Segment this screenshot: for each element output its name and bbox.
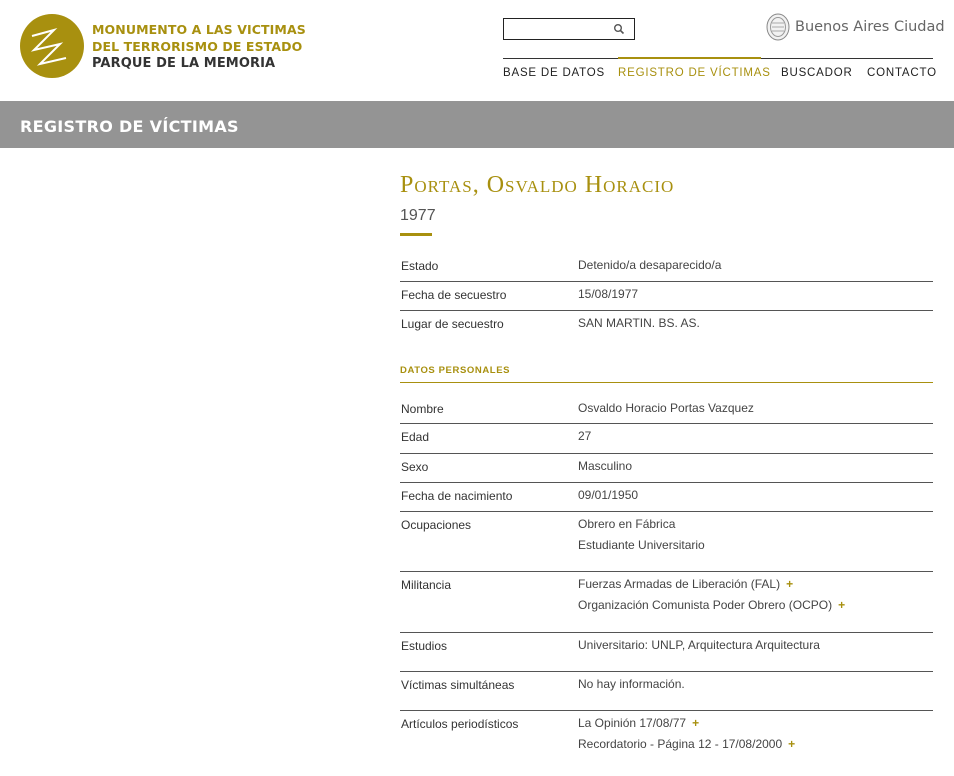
nav-contacto[interactable]: CONTACTO <box>867 67 937 79</box>
row-value: 15/08/1977 <box>578 287 639 301</box>
articulo-link[interactable]: Recordatorio - Página 12 - 17/08/2000 <box>578 737 783 751</box>
logo-icon <box>20 14 84 78</box>
articulo-item <box>578 734 795 755</box>
logo-line-2: DEL TERRORISMO DE ESTADO <box>92 38 303 54</box>
militancia-link[interactable]: Organización Comunista Poder Obrero (OCPO) <box>578 598 833 612</box>
nav-buscador[interactable]: BUSCADOR <box>781 67 853 79</box>
row-label: Nombre <box>401 402 444 416</box>
row-label: Estudios <box>401 639 448 653</box>
row-fecha-nacimiento <box>400 483 933 512</box>
section-datos-personales: DATOS PERSONALES <box>400 365 933 383</box>
row-value: No hay información. <box>578 677 685 691</box>
militancia-item <box>578 595 845 616</box>
row-label: Edad <box>401 430 430 444</box>
banner-title: REGISTRO DE VÍCTIMAS <box>20 117 239 136</box>
victim-name: Portas, Osvaldo Horacio <box>400 172 675 198</box>
row-ocupaciones <box>400 512 933 572</box>
row-label: Víctimas simultáneas <box>401 678 515 692</box>
articulo-link[interactable]: La Opinión 17/08/77 <box>578 716 687 730</box>
row-value: 09/01/1950 <box>578 488 639 502</box>
row-value: Osvaldo Horacio Portas Vazquez <box>578 401 754 415</box>
logo-text <box>92 21 306 72</box>
site-logo[interactable] <box>20 14 306 78</box>
militancia-item <box>578 574 845 595</box>
row-label: Lugar de secuestro <box>401 317 504 331</box>
row-label: Sexo <box>401 460 429 474</box>
row-label: Ocupaciones <box>401 518 472 532</box>
row-articulos <box>400 711 933 771</box>
row-label: Fecha de nacimiento <box>401 489 513 503</box>
title-rule <box>400 233 432 236</box>
row-value <box>578 713 795 755</box>
row-value: 27 <box>578 429 592 443</box>
nav-active-indicator <box>618 57 761 59</box>
expand-plus-icon[interactable]: + <box>692 716 700 730</box>
row-edad <box>400 424 933 454</box>
row-fecha-secuestro <box>400 282 933 311</box>
ocupacion-item: Estudiante Universitario <box>578 538 705 552</box>
logo-line-3: PARQUE DE LA MEMORIA <box>92 55 276 71</box>
search-icon[interactable] <box>613 23 625 35</box>
row-label: Fecha de secuestro <box>401 288 507 302</box>
row-value <box>578 514 705 556</box>
nav-base-de-datos[interactable]: BASE DE DATOS <box>503 67 606 79</box>
row-label: Militancia <box>401 578 452 592</box>
row-value: Masculino <box>578 459 633 473</box>
row-estado <box>400 253 933 282</box>
expand-plus-icon[interactable]: + <box>788 737 796 751</box>
search-box <box>503 18 635 40</box>
city-seal-icon <box>766 13 790 41</box>
logo-line-1: MONUMENTO A LAS VICTIMAS <box>92 21 306 37</box>
row-label: Estado <box>401 259 439 273</box>
row-label: Artículos periodísticos <box>401 717 519 731</box>
row-value: Detenido/a desaparecido/a <box>578 258 722 272</box>
ocupacion-item: Obrero en Fábrica <box>578 517 676 531</box>
row-nombre <box>400 396 933 424</box>
militancia-link[interactable]: Fuerzas Armadas de Liberación (FAL) <box>578 577 781 591</box>
city-label: Buenos Aires Ciudad <box>795 19 945 35</box>
row-value <box>578 574 845 616</box>
row-lugar-secuestro <box>400 311 933 340</box>
row-victimas-simultaneas <box>400 672 933 711</box>
nav-registro-de-victimas[interactable]: REGISTRO DE VÍCTIMAS <box>618 67 771 79</box>
articulo-item <box>578 713 795 734</box>
expand-plus-icon[interactable]: + <box>786 577 794 591</box>
row-value: Universitario: UNLP, Arquitectura Arquitectura <box>578 638 820 652</box>
expand-plus-icon[interactable]: + <box>838 598 846 612</box>
row-value: SAN MARTIN. BS. AS. <box>578 316 700 330</box>
victim-year: 1977 <box>400 207 436 224</box>
city-brand[interactable] <box>766 13 945 41</box>
search-input[interactable] <box>507 20 616 40</box>
row-militancia <box>400 572 933 633</box>
row-sexo <box>400 454 933 483</box>
row-estudios <box>400 633 933 672</box>
